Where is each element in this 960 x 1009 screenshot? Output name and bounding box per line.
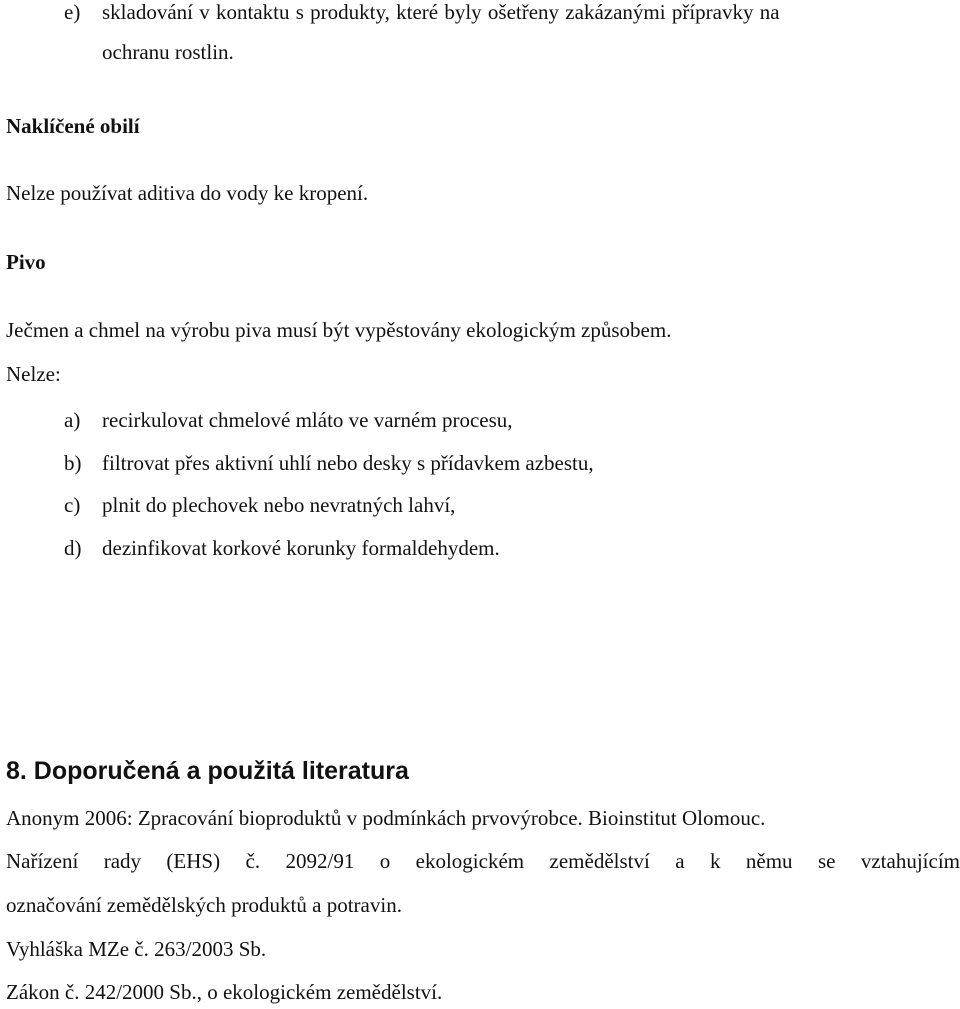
reference-item-continued: označování zemědělských produktů a potravin.: [6, 893, 402, 917]
list-marker: c): [64, 493, 81, 517]
list-item-text-continued: ochranu rostlin.: [102, 40, 234, 64]
list-item-c: [64, 493, 455, 518]
section-heading-naklicene: Naklíčené obilí: [6, 114, 140, 138]
section-heading-literatura: 8. Doporučená a použitá literatura: [6, 757, 409, 785]
section-heading-pivo: Pivo: [6, 250, 46, 274]
list-item-b: [64, 451, 594, 476]
list-marker: e): [64, 0, 81, 24]
reference-item: Anonym 2006: Zpracování bioproduktů v podmínkách prvovýrobce. Bioinstitut Olomouc.: [6, 806, 766, 830]
list-item-text: skladování v kontaktu s produkty, které byly ošetřeny zakázanými přípravky na: [102, 0, 780, 24]
reference-item: Vyhláška MZe č. 263/2003 Sb.: [6, 937, 267, 961]
list-item-d: [64, 536, 500, 561]
paragraph-pivo: Ječmen a chmel na výrobu piva musí být vypěstovány ekologickým způsobem.: [6, 318, 672, 342]
paragraph-naklicene: Nelze používat aditiva do vody ke kropení.: [6, 181, 369, 205]
list-item-text: plnit do plechovek nebo nevratných lahví,: [102, 493, 456, 517]
list-item-e: [64, 0, 780, 25]
list-marker: d): [64, 536, 82, 560]
list-marker: a): [64, 408, 81, 432]
list-marker: b): [64, 451, 82, 475]
paragraph-nelze: Nelze:: [6, 362, 61, 386]
list-item-text: recirkulovat chmelové mláto ve varném procesu,: [102, 408, 513, 432]
reference-item: Nařízení rady (EHS) č. 2092/91 o ekologickém zemědělství a k němu se vztahujícím: [6, 849, 960, 873]
reference-item: Zákon č. 242/2000 Sb., o ekologickém zemědělství.: [6, 980, 443, 1004]
list-item-text: dezinfikovat korkové korunky formaldehydem.: [102, 536, 500, 560]
list-item-a: [64, 408, 513, 433]
list-item-text: filtrovat přes aktivní uhlí nebo desky s přídavkem azbestu,: [102, 451, 594, 475]
